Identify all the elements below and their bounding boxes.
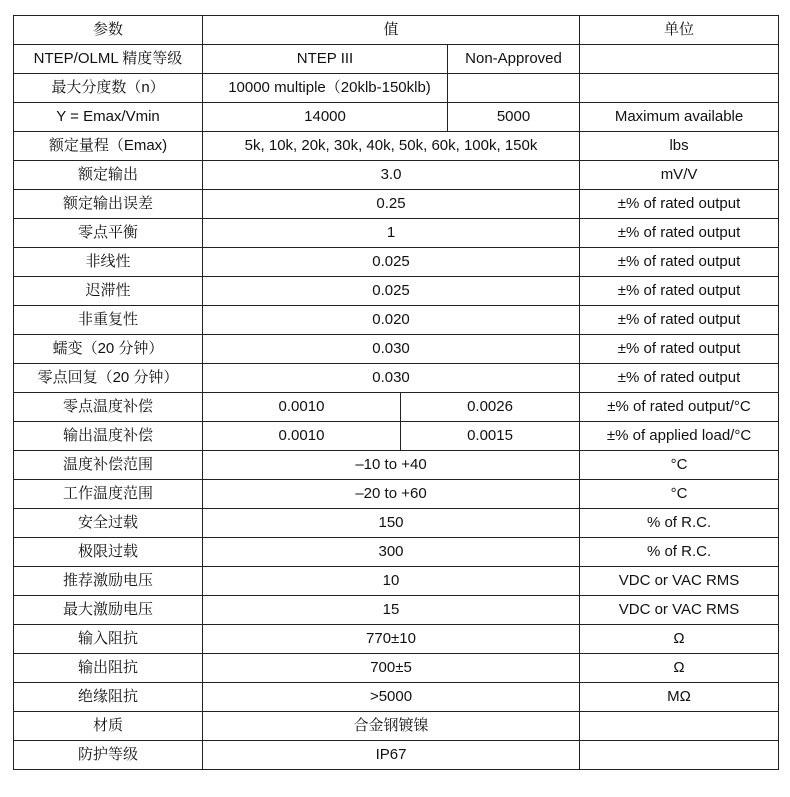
table-row — [14, 712, 779, 741]
unit-cell: lbs — [580, 132, 779, 161]
value-cell: 5000 — [448, 103, 580, 132]
unit-cell: ±% of rated output — [580, 219, 779, 248]
unit-cell: ±% of rated output — [580, 364, 779, 393]
unit-cell: MΩ — [580, 683, 779, 712]
param-cell: 迟滞性 — [14, 277, 203, 306]
value-cell: 0.025 — [203, 248, 580, 277]
value-cell: 700±5 — [203, 654, 580, 683]
unit-cell — [580, 741, 779, 770]
param-cell: 防护等级 — [14, 741, 203, 770]
unit-cell: Ω — [580, 654, 779, 683]
unit-cell: ±% of rated output — [580, 277, 779, 306]
table-row — [14, 132, 779, 161]
value-cell: –20 to +60 — [203, 480, 580, 509]
value-cell: 0.0010 — [203, 393, 401, 422]
param-cell: 推荐激励电压 — [14, 567, 203, 596]
param-cell: 非重复性 — [14, 306, 203, 335]
param-cell: 绝缘阻抗 — [14, 683, 203, 712]
table-row — [14, 248, 779, 277]
unit-cell: ±% of rated output/°C — [580, 393, 779, 422]
table-row — [14, 625, 779, 654]
table-row — [14, 654, 779, 683]
param-cell: 输出温度补偿 — [14, 422, 203, 451]
param-cell: NTEP/OLML 精度等级 — [14, 45, 203, 74]
table-row — [14, 335, 779, 364]
value-cell: 0.0010 — [203, 422, 401, 451]
header-value: 值 — [203, 16, 580, 45]
table-row — [14, 451, 779, 480]
param-cell: 材质 — [14, 712, 203, 741]
table-row — [14, 103, 779, 132]
param-cell: 非线性 — [14, 248, 203, 277]
value-cell: 150 — [203, 509, 580, 538]
param-cell: 额定输出误差 — [14, 190, 203, 219]
value-cell: 0.020 — [203, 306, 580, 335]
table-row — [14, 306, 779, 335]
unit-cell: °C — [580, 480, 779, 509]
table-row — [14, 567, 779, 596]
param-cell: 安全过载 — [14, 509, 203, 538]
value-cell: 10000 multiple（20klb-150klb) — [203, 74, 448, 103]
table-row — [14, 741, 779, 770]
unit-cell — [580, 74, 779, 103]
unit-cell — [580, 712, 779, 741]
param-cell: 极限过载 — [14, 538, 203, 567]
unit-cell: % of R.C. — [580, 538, 779, 567]
value-cell: 0.030 — [203, 364, 580, 393]
table-row — [14, 393, 779, 422]
param-cell: 输出阻抗 — [14, 654, 203, 683]
table-row — [14, 364, 779, 393]
header-row — [14, 16, 779, 45]
table-row — [14, 596, 779, 625]
value-cell: 0.030 — [203, 335, 580, 364]
unit-cell: ±% of rated output — [580, 306, 779, 335]
value-cell: IP67 — [203, 741, 580, 770]
unit-cell: mV/V — [580, 161, 779, 190]
param-cell: 额定输出 — [14, 161, 203, 190]
unit-cell: Ω — [580, 625, 779, 654]
value-cell: Non-Approved — [448, 45, 580, 74]
table-row — [14, 45, 779, 74]
table-row — [14, 422, 779, 451]
value-cell: 1 — [203, 219, 580, 248]
value-cell: 0.0026 — [401, 393, 580, 422]
unit-cell: ±% of applied load/°C — [580, 422, 779, 451]
unit-cell: °C — [580, 451, 779, 480]
param-cell: 蠕变（20 分钟） — [14, 335, 203, 364]
param-cell: 额定量程（Emax) — [14, 132, 203, 161]
table-row — [14, 277, 779, 306]
value-cell: >5000 — [203, 683, 580, 712]
unit-cell: ±% of rated output — [580, 335, 779, 364]
param-cell: 工作温度范围 — [14, 480, 203, 509]
header-unit: 单位 — [580, 16, 779, 45]
value-cell: 3.0 — [203, 161, 580, 190]
unit-cell — [580, 45, 779, 74]
param-cell: 输入阻抗 — [14, 625, 203, 654]
value-cell — [448, 74, 580, 103]
table-row — [14, 74, 779, 103]
param-cell: 温度补偿范围 — [14, 451, 203, 480]
value-cell: 770±10 — [203, 625, 580, 654]
value-cell: NTEP III — [203, 45, 448, 74]
value-cell: 300 — [203, 538, 580, 567]
unit-cell: Maximum available — [580, 103, 779, 132]
table-row — [14, 480, 779, 509]
value-cell: 0.25 — [203, 190, 580, 219]
table-row — [14, 190, 779, 219]
param-cell: 最大激励电压 — [14, 596, 203, 625]
value-cell: 10 — [203, 567, 580, 596]
value-cell: –10 to +40 — [203, 451, 580, 480]
unit-cell: VDC or VAC RMS — [580, 567, 779, 596]
param-cell: 零点平衡 — [14, 219, 203, 248]
table-row — [14, 219, 779, 248]
header-param: 参数 — [14, 16, 203, 45]
param-cell: 零点回复（20 分钟） — [14, 364, 203, 393]
unit-cell: VDC or VAC RMS — [580, 596, 779, 625]
unit-cell: % of R.C. — [580, 509, 779, 538]
value-cell: 5k, 10k, 20k, 30k, 40k, 50k, 60k, 100k, 150k — [203, 132, 580, 161]
unit-cell: ±% of rated output — [580, 248, 779, 277]
spec-table — [13, 15, 779, 770]
value-cell: 合金钢镀镍 — [203, 712, 580, 741]
table-row — [14, 683, 779, 712]
param-cell: Y = Emax/Vmin — [14, 103, 203, 132]
table-row — [14, 161, 779, 190]
value-cell: 0.025 — [203, 277, 580, 306]
value-cell: 15 — [203, 596, 580, 625]
param-cell: 最大分度数（n） — [14, 74, 203, 103]
value-cell: 0.0015 — [401, 422, 580, 451]
table-row — [14, 509, 779, 538]
param-cell: 零点温度补偿 — [14, 393, 203, 422]
value-cell: 14000 — [203, 103, 448, 132]
table-row — [14, 538, 779, 567]
unit-cell: ±% of rated output — [580, 190, 779, 219]
